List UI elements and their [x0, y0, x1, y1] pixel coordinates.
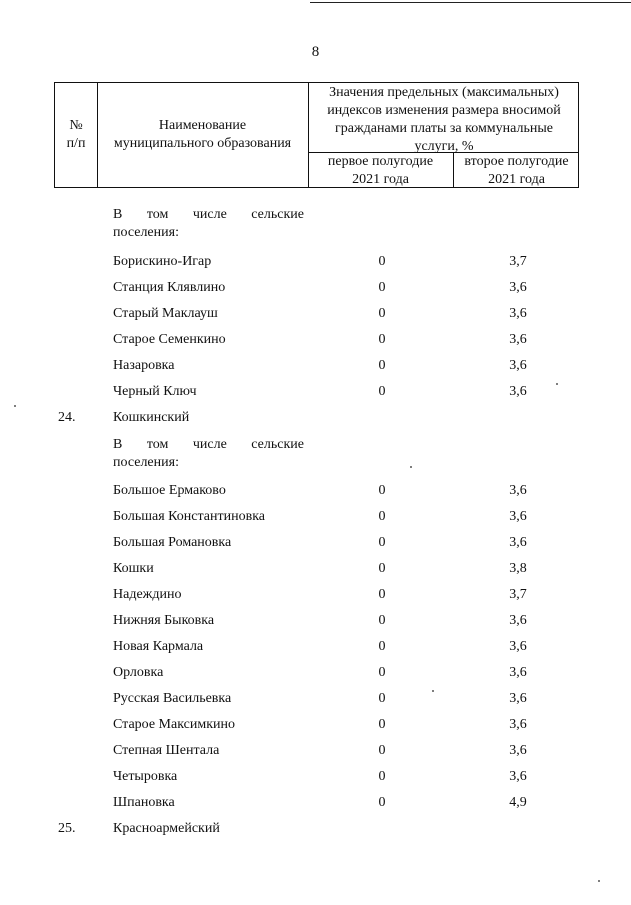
- settlement-name: Нижняя Быковка: [113, 613, 215, 628]
- district-name: Кошкинский: [113, 410, 190, 425]
- header-sub-first-half-line1: первое полугодие: [327, 154, 434, 169]
- header-col-number-line2: п/п: [66, 136, 86, 151]
- scan-speck: [598, 880, 600, 882]
- district-number: 25.: [58, 821, 76, 836]
- table-row: [0, 743, 631, 765]
- value-second-half: 3,6: [509, 509, 527, 524]
- subheading-word: числе: [192, 437, 227, 452]
- table-row: [0, 691, 631, 713]
- settlement-name: Станция Клявлино: [113, 280, 226, 295]
- header-sub-second-half: [453, 153, 580, 189]
- value-second-half: 3,6: [509, 743, 527, 758]
- header-sub-first-half-line2: 2021 года: [352, 172, 409, 187]
- settlement-name: Надеждино: [113, 587, 182, 602]
- table-row: [0, 535, 631, 557]
- subheading-line2: поселения:: [113, 455, 179, 470]
- value-second-half: 3,6: [509, 717, 527, 732]
- subheading-line2: поселения:: [113, 225, 179, 240]
- settlement-name: Шпановка: [113, 795, 175, 810]
- value-second-half: 3,7: [509, 587, 527, 602]
- subheading-rural-settlements: [113, 206, 304, 242]
- header-col-number: [55, 117, 97, 153]
- subheading-word: В: [113, 207, 123, 222]
- value-second-half: 3,6: [509, 665, 527, 680]
- value-first-half: 0: [378, 613, 386, 628]
- header-col-values-line2: индексов изменения размера вносимой: [327, 103, 561, 118]
- settlement-name: Борискино-Игар: [113, 254, 212, 269]
- settlement-name: Черный Ключ: [113, 384, 197, 399]
- table-row: [0, 717, 631, 739]
- settlement-name: Большая Романовка: [113, 535, 232, 550]
- value-second-half: 3,8: [509, 561, 527, 576]
- value-first-half: 0: [378, 280, 386, 295]
- value-second-half: 3,6: [509, 639, 527, 654]
- value-first-half: 0: [378, 717, 386, 732]
- settlement-name: Старое Семенкино: [113, 332, 226, 347]
- table-header: [54, 82, 579, 188]
- settlement-name: Большая Константиновка: [113, 509, 266, 524]
- value-second-half: 3,6: [509, 483, 527, 498]
- value-first-half: 0: [378, 358, 386, 373]
- district-row: [0, 410, 631, 432]
- table-row: [0, 769, 631, 791]
- settlement-name: Степная Шентала: [113, 743, 220, 758]
- scan-speck: [14, 405, 16, 407]
- table-row: [0, 306, 631, 328]
- value-second-half: 3,7: [509, 254, 527, 269]
- header-col-values-line3: гражданами платы за коммунальные: [335, 121, 553, 136]
- value-first-half: 0: [378, 332, 386, 347]
- table-row: [0, 639, 631, 661]
- value-second-half: 4,9: [509, 795, 527, 810]
- value-first-half: 0: [378, 254, 386, 269]
- scan-speck: [432, 690, 434, 692]
- settlement-name: Старое Максимкино: [113, 717, 236, 732]
- table-row: [0, 384, 631, 406]
- district-number: 24.: [58, 410, 76, 425]
- table-row: [0, 613, 631, 635]
- header-col-values: [308, 84, 580, 156]
- settlement-name: Орловка: [113, 665, 164, 680]
- district-row: [0, 821, 631, 843]
- value-first-half: 0: [378, 483, 386, 498]
- subheading-rural-settlements: [113, 436, 304, 472]
- table-row: [0, 795, 631, 817]
- table-row: [0, 332, 631, 354]
- header-sub-first-half: [308, 153, 453, 189]
- header-col-name-line2: муниципального образования: [113, 136, 292, 151]
- subheading-word: В: [113, 437, 123, 452]
- table-row: [0, 561, 631, 583]
- value-second-half: 3,6: [509, 280, 527, 295]
- district-name: Красноармейский: [113, 821, 220, 836]
- table-row: [0, 587, 631, 609]
- value-first-half: 0: [378, 769, 386, 784]
- value-first-half: 0: [378, 509, 386, 524]
- table-row: [0, 254, 631, 276]
- value-first-half: 0: [378, 691, 386, 706]
- value-second-half: 3,6: [509, 384, 527, 399]
- header-sub-second-half-line1: второе полугодие: [464, 154, 569, 169]
- value-second-half: 3,6: [509, 691, 527, 706]
- header-col-number-line1: №: [69, 118, 83, 133]
- header-col-name: [97, 117, 308, 153]
- top-rule: [310, 2, 631, 3]
- subheading-word: том: [146, 207, 169, 222]
- value-second-half: 3,6: [509, 306, 527, 321]
- settlement-name: Четыровка: [113, 769, 178, 784]
- subheading-word: сельские: [251, 437, 304, 452]
- settlement-name: Кошки: [113, 561, 154, 576]
- table-row: [0, 509, 631, 531]
- scan-speck: [556, 383, 558, 385]
- header-sub-second-half-line2: 2021 года: [488, 172, 545, 187]
- settlement-name: Старый Маклауш: [113, 306, 218, 321]
- value-second-half: 3,6: [509, 358, 527, 373]
- value-first-half: 0: [378, 561, 386, 576]
- value-first-half: 0: [378, 639, 386, 654]
- header-col-values-line4: услуги, %: [414, 139, 474, 154]
- subheading-word: сельские: [251, 207, 304, 222]
- value-second-half: 3,6: [509, 535, 527, 550]
- value-first-half: 0: [378, 587, 386, 602]
- settlement-name: Большое Ермаково: [113, 483, 226, 498]
- value-first-half: 0: [378, 384, 386, 399]
- settlement-name: Русская Васильевка: [113, 691, 232, 706]
- table-row: [0, 280, 631, 302]
- scan-speck: [410, 466, 412, 468]
- table-row: [0, 665, 631, 687]
- table-row: [0, 483, 631, 505]
- header-col-name-line1: Наименование: [158, 118, 247, 133]
- value-first-half: 0: [378, 306, 386, 321]
- value-first-half: 0: [378, 743, 386, 758]
- value-first-half: 0: [378, 795, 386, 810]
- settlement-name: Новая Кармала: [113, 639, 204, 654]
- page-number: 8: [311, 44, 320, 60]
- value-second-half: 3,6: [509, 332, 527, 347]
- table-row: [0, 358, 631, 380]
- value-first-half: 0: [378, 665, 386, 680]
- value-second-half: 3,6: [509, 769, 527, 784]
- settlement-name: Назаровка: [113, 358, 175, 373]
- value-first-half: 0: [378, 535, 386, 550]
- header-col-values-line1: Значения предельных (максимальных): [329, 85, 559, 100]
- subheading-word: числе: [192, 207, 227, 222]
- subheading-word: том: [146, 437, 169, 452]
- value-second-half: 3,6: [509, 613, 527, 628]
